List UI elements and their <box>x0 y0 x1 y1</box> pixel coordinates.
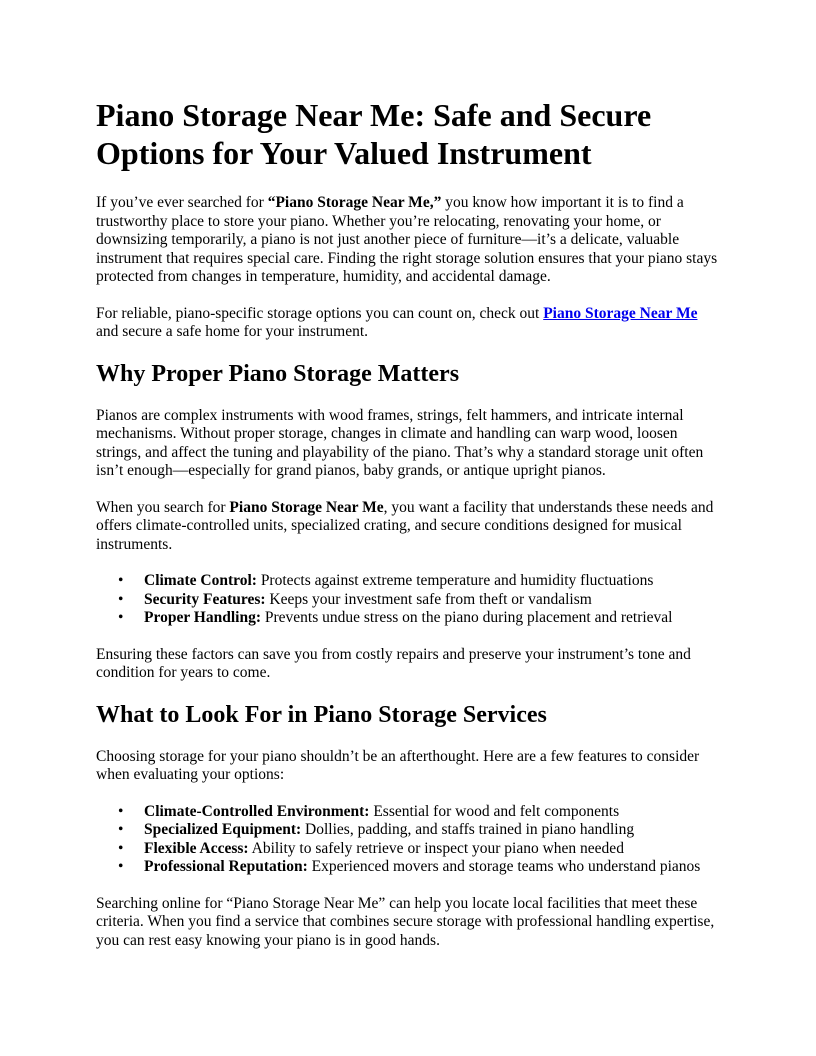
intro-text-start: If you’ve ever searched for <box>96 194 268 211</box>
section2-paragraph-1: Choosing storage for your piano shouldn’t be an afterthought. Here are a few features to consider when evaluating your options: <box>96 747 700 783</box>
list-item-label: Proper Handling: <box>144 609 261 626</box>
list-item <box>118 590 720 610</box>
list-item-label: Specialized Equipment: <box>144 821 302 838</box>
section-heading-what-to-look-for: What to Look For in Piano Storage Services <box>96 701 547 728</box>
cta-text-end: and secure a safe home for your instrument. <box>96 323 369 340</box>
intro-paragraph-2 <box>96 305 720 342</box>
list-item <box>118 609 720 628</box>
list-item <box>118 858 720 877</box>
section1-keyword: Piano Storage Near Me <box>229 498 384 516</box>
list-item-text: Prevents undue stress on the piano during placement and retrieval <box>260 609 673 626</box>
list-item <box>118 839 720 859</box>
list-item <box>118 572 720 591</box>
list-item-text: Keeps your investment safe from theft or vandalism <box>265 590 592 608</box>
section1-text-start: When you search for <box>96 498 230 516</box>
section1-text-end: , you want a facility that understands these needs and offers climate-controlled units, specialized crating, and secure conditions designed for musical instruments. <box>96 498 714 553</box>
list-item <box>118 821 720 840</box>
intro-text-end: you know how important it is to find a trustworthy place to store your piano. Whether you’re relocating, renovating your home, or downsizing temporarily, a piano is not just another piece of furniture—it’s a delicate, valuable instrument that requires special care. Finding the right storage solution ensures that your piano stays protected from changes in temperature, humidity, and accidental damage. <box>96 194 718 285</box>
list-item-text: Essential for wood and felt components <box>369 802 620 820</box>
piano-storage-link[interactable]: Piano Storage Near Me <box>543 304 698 322</box>
benefits-list <box>96 572 720 628</box>
bullet-icon: • <box>118 609 124 626</box>
bullet-icon: • <box>118 590 124 608</box>
list-item-label: Security Features: <box>144 590 266 608</box>
intro-paragraph-1 <box>96 194 720 287</box>
document-page <box>96 96 720 968</box>
list-item <box>118 802 720 822</box>
bullet-icon: • <box>118 572 124 589</box>
list-item-label: Climate Control: <box>144 572 257 589</box>
section2-paragraph-2: Searching online for “Piano Storage Near Me” can help you locate local facilities that meet these criteria. When you find a service that combines secure storage with professional handling expertise, you can rest easy knowing your piano is in good hands. <box>96 894 715 949</box>
section1-paragraph-1: Pianos are complex instruments with wood frames, strings, felt hammers, and intricate internal mechanisms. Without proper storage, changes in climate and handling can warp wood, loosen strings, and affect the tuning and playability of the piano. That’s why a standard storage unit often isn’t enough—especially for grand pianos, baby grands, or antique upright pianos. <box>96 406 704 479</box>
section1-paragraph-3: Ensuring these factors can save you from costly repairs and preserve your instrument’s tone and condition for years to come. <box>96 645 691 681</box>
section1-paragraph-2 <box>96 499 720 555</box>
bullet-icon: • <box>118 802 124 820</box>
bullet-icon: • <box>118 858 124 875</box>
list-item-label: Flexible Access: <box>144 839 249 857</box>
section-heading-why: Why Proper Piano Storage Matters <box>96 360 460 387</box>
list-item-text: Experienced movers and storage teams who understand pianos <box>307 858 701 875</box>
list-item-text: Ability to safely retrieve or inspect your piano when needed <box>248 839 624 857</box>
list-item-text: Protects against extreme temperature and humidity fluctuations <box>256 572 654 589</box>
intro-keyword: “Piano Storage Near Me,” <box>267 194 442 211</box>
list-item-text: Dollies, padding, and staffs trained in piano handling <box>301 821 635 838</box>
list-item-label: Professional Reputation: <box>144 858 308 875</box>
list-item-label: Climate-Controlled Environment: <box>144 802 370 820</box>
bullet-icon: • <box>118 821 124 838</box>
cta-text-start: For reliable, piano-specific storage options you can count on, check out <box>96 304 544 322</box>
bullet-icon: • <box>118 839 124 857</box>
page-title: Piano Storage Near Me: Safe and Secure Options for Your Valued Instrument <box>96 97 652 171</box>
features-list <box>96 803 720 877</box>
